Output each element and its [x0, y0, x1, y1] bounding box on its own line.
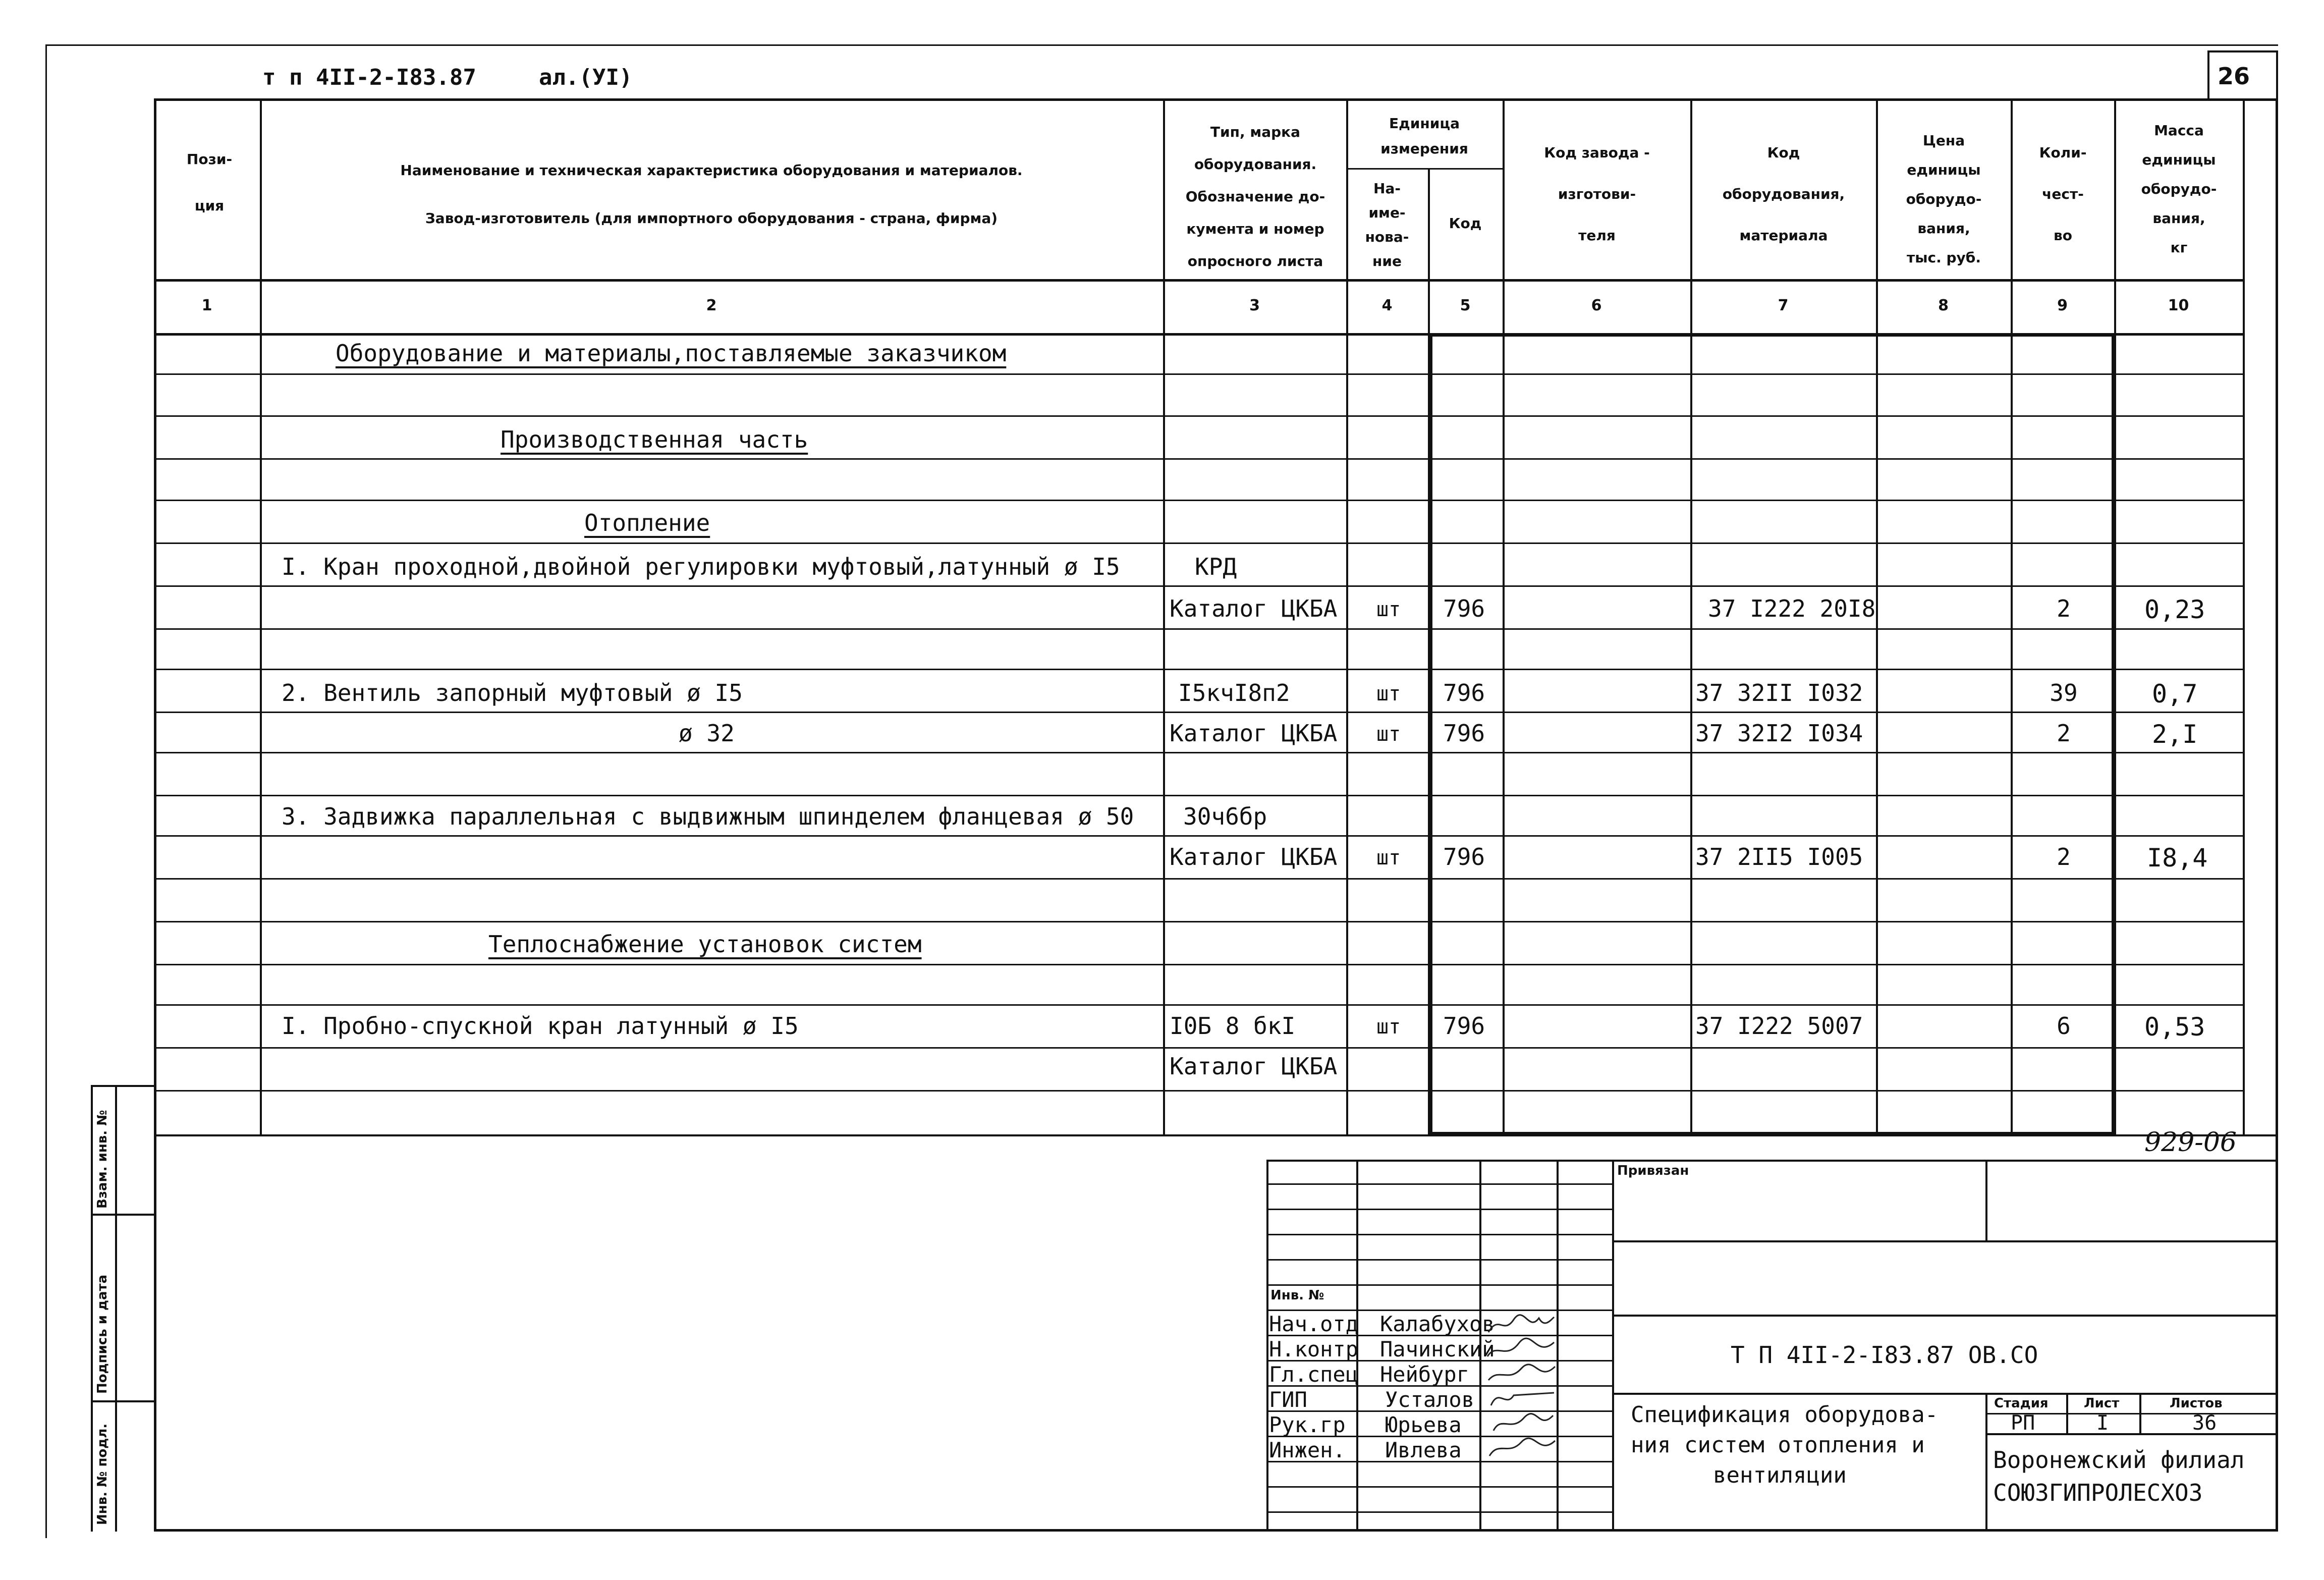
item-name: I. Пробно-спускной кран латунный ø I5	[282, 1012, 799, 1040]
tb-role: Гл.спец	[1269, 1362, 1359, 1387]
col-line-10	[2243, 98, 2245, 1134]
side-stamp-line	[91, 1214, 155, 1216]
org-line: СОЮЗГИПРОЛЕСХОЗ	[1993, 1479, 2203, 1506]
row-line	[154, 1047, 2243, 1049]
section-heading: Отопление	[584, 509, 710, 536]
side-stamp-line	[91, 1400, 155, 1402]
col-number: 1	[201, 297, 212, 314]
row-line	[154, 712, 2243, 713]
section-heading: Теплоснабжение установок систем	[488, 931, 922, 958]
item-equip-code: 37 2II5 I005	[1695, 843, 1863, 870]
item-qty: 2	[2057, 843, 2071, 870]
section-heading: Производственная часть	[501, 426, 808, 453]
tb-role: Н.контр	[1269, 1337, 1359, 1361]
tb-role: Рук.гр	[1269, 1412, 1346, 1437]
row-line	[154, 542, 2243, 544]
row-line	[154, 921, 2243, 922]
row-line	[154, 1004, 2243, 1006]
item-name: 3. Задвижка параллельная с выдвижным шпинделем фланцевая ø 50	[282, 803, 1134, 830]
tb-row-line	[1266, 1310, 1612, 1311]
row-line	[154, 752, 2243, 753]
item-unit-code: 796	[1443, 595, 1485, 622]
header-code: т п 4II-2-I83.87	[262, 65, 476, 90]
item-unit: шт	[1376, 1015, 1401, 1039]
side-stamp-label: Инв. № подл.	[95, 1423, 110, 1525]
tb-row-line	[1266, 1209, 1612, 1210]
item-name-variant: ø 32	[679, 720, 735, 747]
table-header-bottom-line	[154, 279, 2243, 282]
row-line	[154, 500, 2243, 501]
col-header-price: Цена единицы оборудо- вания, тыс. руб.	[1906, 132, 1982, 266]
row-line	[154, 585, 2243, 587]
item-equip-code: 37 32I2 I034	[1695, 720, 1863, 747]
header-album: ал.(УI)	[539, 65, 633, 90]
row-line	[154, 878, 2243, 880]
sheet-value: I	[2096, 1411, 2109, 1435]
tb-name: Усталов	[1385, 1387, 1475, 1412]
row-line	[154, 373, 2243, 375]
item-qty: 2	[2057, 720, 2071, 747]
tb-line	[1612, 1393, 2278, 1395]
tb-name: Ивлева	[1385, 1438, 1462, 1462]
col-number: 6	[1591, 297, 1602, 314]
sheet-label: Лист	[2084, 1396, 2120, 1411]
frame-left-line	[45, 44, 47, 1538]
item-equip-code: 37 I222 20I8	[1708, 595, 1876, 622]
item-unit: шт	[1376, 723, 1401, 746]
row-line	[154, 669, 2243, 670]
item-type: I0Б 8 бкI	[1170, 1012, 1296, 1040]
side-stamp-line	[115, 1085, 117, 1532]
item-qty: 39	[2050, 679, 2078, 706]
item-equip-code: 37 I222 5007	[1695, 1012, 1863, 1040]
col-header-name: Наименование и техническая характеристика оборудования и материалов. Завод-изготовитель (для импортного оборудования - страна, фирма)	[400, 162, 1023, 227]
sheet-number: 26	[2218, 63, 2250, 90]
tb-line	[1612, 1240, 2278, 1242]
col-header-equip-code: Код оборудования, материала	[1722, 144, 1845, 244]
org-line: Воронежский филиал	[1993, 1446, 2245, 1474]
item-mass: 2,I	[2152, 720, 2198, 749]
tb-role: ГИП	[1269, 1387, 1307, 1412]
col-number: 4	[1381, 297, 1393, 314]
col-header-mass: Масса единицы оборудо- вания, кг	[2141, 122, 2217, 256]
sheets-value: 36	[2192, 1411, 2217, 1435]
side-stamp-label: Подпись и дата	[95, 1274, 110, 1394]
col-header-unit-code: Код	[1449, 215, 1482, 232]
item-unit-code: 796	[1443, 679, 1485, 706]
inv-no-label: Инв. №	[1270, 1288, 1324, 1303]
col-header-type: Тип, марка оборудования. Обозначение до- кумента и номер опросного листа	[1185, 124, 1325, 269]
col-number: 7	[1778, 297, 1789, 314]
item-type: Каталог ЦКБА	[1170, 595, 1338, 622]
item-qty: 6	[2057, 1012, 2071, 1040]
tb-row-line	[1266, 1486, 1612, 1488]
col-number: 9	[2057, 297, 2068, 314]
item-unit: шт	[1376, 846, 1401, 869]
signature-marks	[1483, 1312, 1559, 1463]
item-unit: шт	[1376, 682, 1401, 705]
side-stamp-label: Взам. инв. №	[95, 1110, 110, 1209]
col-number: 3	[1249, 297, 1260, 314]
row-line	[154, 795, 2243, 796]
privyazan-label: Привязан	[1617, 1163, 1689, 1178]
stage-value: РП	[2011, 1411, 2035, 1435]
row-line	[154, 458, 2243, 460]
item-mass: 0,7	[2152, 679, 2198, 709]
unit-header-split-line	[1346, 168, 1503, 170]
doc-title-line: Спецификация оборудова-	[1631, 1402, 1939, 1428]
item-type: 30ч6бр	[1183, 803, 1267, 830]
doc-code: Т П 4II-2-I83.87 ОВ.СО	[1731, 1341, 2038, 1369]
item-type: I5кчI8п2	[1178, 679, 1290, 706]
section-heading: Оборудование и материалы,поставляемые заказчиком	[336, 340, 1007, 367]
item-unit: шт	[1376, 598, 1401, 621]
tb-row-line	[1266, 1511, 1612, 1513]
tb-line	[1985, 1160, 1987, 1240]
item-mass: I8,4	[2147, 843, 2208, 873]
item-type: Каталог ЦКБА	[1170, 843, 1338, 870]
col-number: 2	[706, 297, 717, 314]
item-type: КРД	[1195, 553, 1237, 580]
item-name: I. Кран проходной,двойной регулировки муфтовый,латунный ø I5	[282, 553, 1120, 580]
col-number: 10	[2168, 297, 2189, 314]
doc-title-line: ния систем отопления и	[1631, 1432, 1925, 1458]
item-unit-code: 796	[1443, 843, 1485, 870]
col-number: 8	[1938, 297, 1949, 314]
tb-line	[1612, 1315, 2278, 1317]
tb-name: Юрьева	[1385, 1412, 1462, 1437]
tb-row-line	[1266, 1259, 1612, 1261]
col-header-plant-code: Код завода - изготови- теля	[1544, 144, 1650, 244]
item-unit-code: 796	[1443, 1012, 1485, 1040]
row-line	[154, 628, 2243, 630]
archive-number: 929-06	[2144, 1127, 2237, 1158]
item-mass: 0,53	[2144, 1012, 2205, 1042]
tb-role: Нач.отд	[1269, 1312, 1359, 1336]
frame-top-line	[45, 44, 2278, 46]
tb-row-line	[1266, 1183, 1612, 1185]
row-line	[154, 964, 2243, 965]
col-header-unit: Единица измерения	[1380, 115, 1468, 157]
sheets-label: Листов	[2170, 1396, 2223, 1411]
item-name: 2. Вентиль запорный муфтовый ø I5	[282, 679, 743, 706]
doc-title-line: вентиляции	[1713, 1462, 1847, 1488]
col-line-1	[260, 98, 262, 1134]
tb-name: Пачинский	[1380, 1337, 1495, 1361]
item-unit-code: 796	[1443, 720, 1485, 747]
row-line	[154, 1090, 2243, 1092]
col-header-position: Пози- ция	[186, 151, 233, 214]
item-mass: 0,23	[2144, 595, 2205, 624]
row-line	[154, 415, 2243, 417]
item-qty: 2	[2057, 595, 2071, 622]
item-type: Каталог ЦКБА	[1170, 1053, 1338, 1080]
tb-row-line	[1266, 1234, 1612, 1235]
tb-line	[1612, 1160, 1614, 1532]
item-equip-code: 37 32II I032	[1695, 679, 1863, 706]
tb-name: Калабухов	[1380, 1312, 1495, 1336]
tb-role: Инжен.	[1269, 1438, 1346, 1462]
row-line	[154, 835, 2243, 837]
tb-name: Нейбург	[1380, 1362, 1470, 1387]
col-number: 5	[1460, 297, 1471, 314]
tb-row-line	[1266, 1284, 1612, 1286]
col-header-unit-name: На- име- нова- ние	[1365, 180, 1409, 269]
stage-label: Стадия	[1994, 1396, 2049, 1411]
col-header-qty: Коли- чест- во	[2039, 144, 2087, 244]
item-type: Каталог ЦКБА	[1170, 720, 1338, 747]
